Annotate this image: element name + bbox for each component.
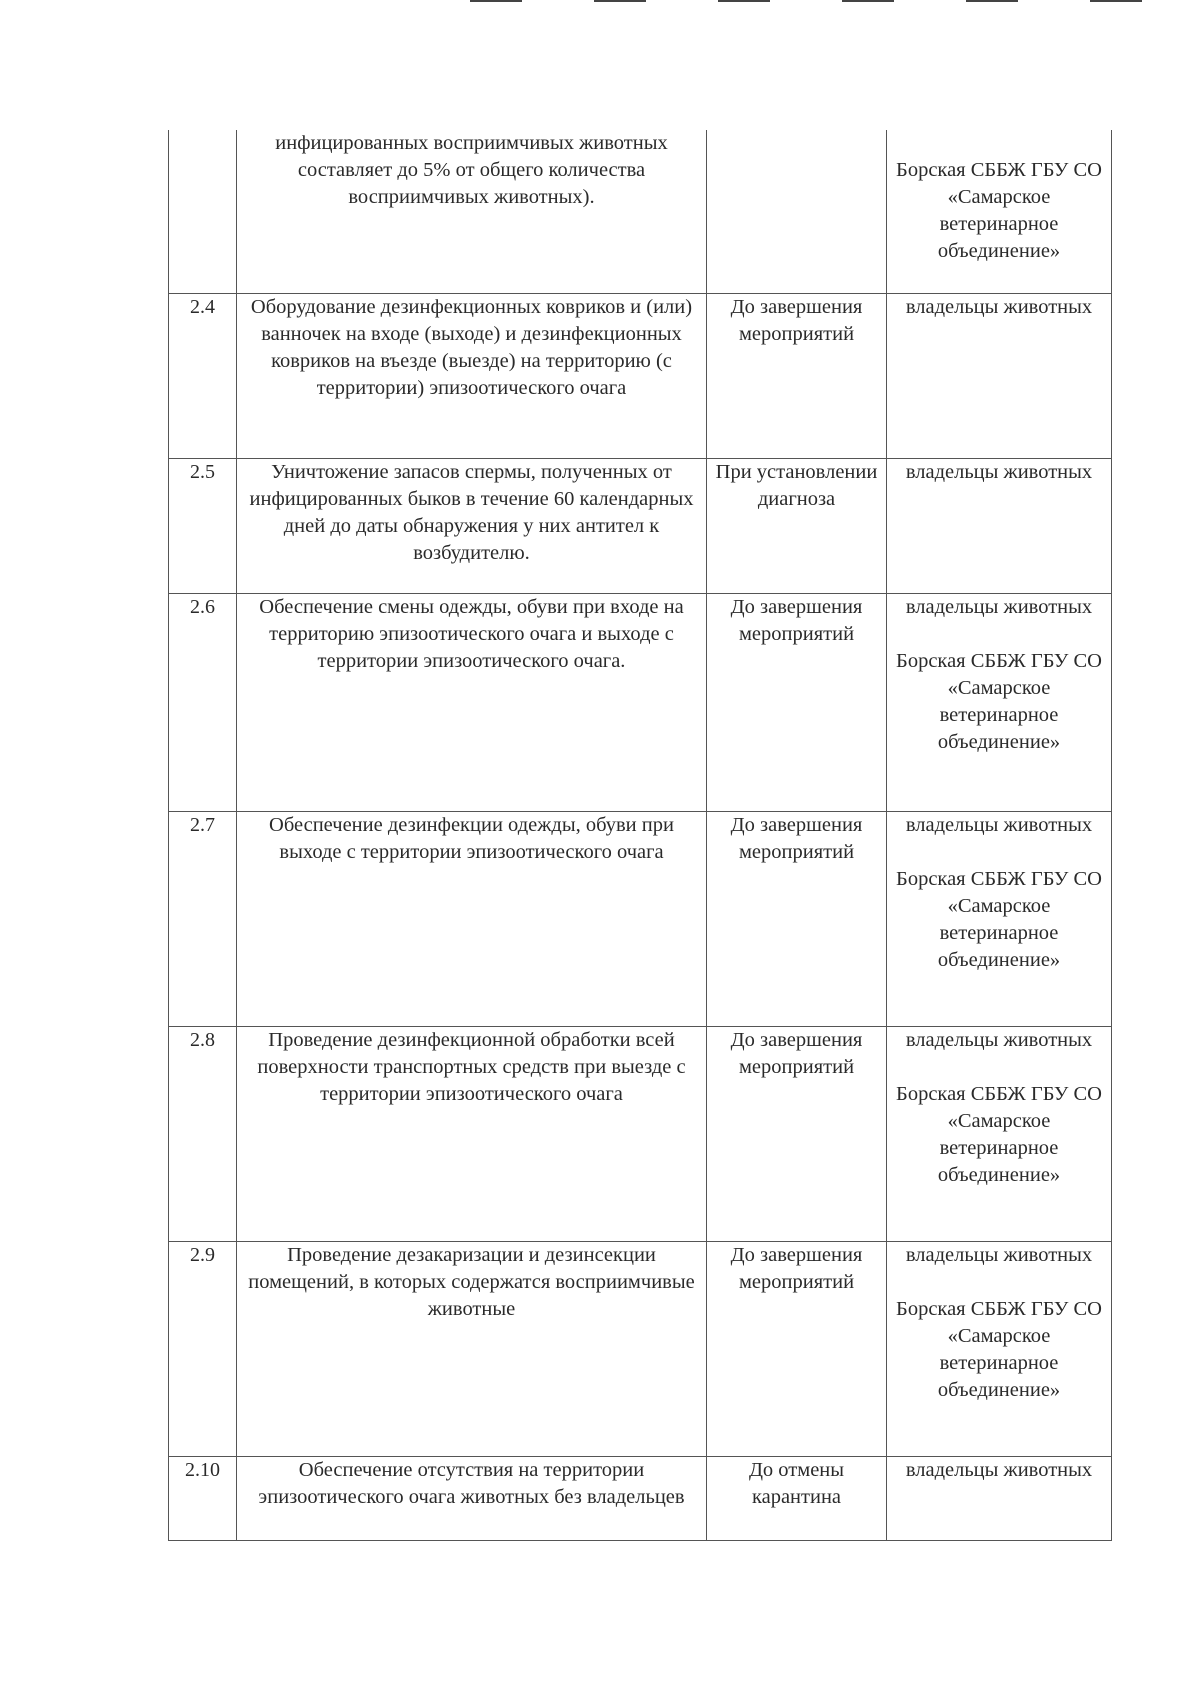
top-margin-mark <box>594 0 646 2</box>
responsible-cell <box>887 293 1112 458</box>
table-row <box>169 593 1112 811</box>
spacer <box>893 1054 1105 1081</box>
deadline-cell: До отмены карантина <box>707 1456 887 1540</box>
activity-cell: Уничтожение запасов спермы, полученных от инфицированных быков в течение 60 календарных дней до даты обнаружения у них антител к возбудителю. <box>237 458 707 593</box>
table-row <box>169 458 1112 593</box>
activity-cell: Проведение дезакаризации и дезинсекции помещений, в которых содержатся восприимчивые животные <box>237 1241 707 1456</box>
deadline-cell: При установлении диагноза <box>707 458 887 593</box>
table-row <box>169 811 1112 1026</box>
top-margin-mark <box>966 0 1018 2</box>
deadline-cell: До завершения мероприятий <box>707 593 887 811</box>
responsible-cell <box>887 593 1112 811</box>
deadline-cell <box>707 130 887 293</box>
row-number: 2.10 <box>169 1456 237 1540</box>
responsible-owners: владельцы животных <box>905 1028 1093 1051</box>
spacer <box>893 130 1105 157</box>
deadline-cell: До завершения мероприятий <box>707 293 887 458</box>
responsible-owners: владельцы животных <box>905 295 1093 318</box>
deadline-cell: До завершения мероприятий <box>707 1241 887 1456</box>
spacer <box>893 621 1105 648</box>
table-row <box>169 130 1112 293</box>
activity-cell: Обеспечение дезинфекции одежды, обуви при выходе с территории эпизоотического очага <box>237 811 707 1026</box>
row-number: 2.6 <box>169 593 237 811</box>
row-number <box>169 130 237 293</box>
deadline-cell: До завершения мероприятий <box>707 811 887 1026</box>
top-margin-mark <box>1090 0 1142 2</box>
activity-cell: Обеспечение смены одежды, обуви при входе на территорию эпизоотического очага и выходе с территории эпизоотического очага. <box>237 593 707 811</box>
top-margin-mark <box>842 0 894 2</box>
row-number: 2.7 <box>169 811 237 1026</box>
table-row <box>169 1026 1112 1241</box>
activity-cell: Проведение дезинфекционной обработки всей поверхности транспортных средств при выезде с территории эпизоотического очага <box>237 1026 707 1241</box>
activity-cell: Оборудование дезинфекционных ковриков и (или) ванночек на входе (выходе) и дезинфекционных ковриков на въезде (выезде) на территорию (с территории) эпизоотического очага <box>237 293 707 458</box>
responsible-owners: владельцы животных <box>905 460 1093 483</box>
responsible-org: Борская СББЖ ГБУ СО «Самарское ветеринарное объединение» <box>896 159 1102 262</box>
row-number: 2.9 <box>169 1241 237 1456</box>
responsible-owners: владельцы животных <box>905 813 1093 836</box>
top-margin-mark <box>470 0 522 2</box>
measures-table <box>168 130 1112 1541</box>
table-row <box>169 293 1112 458</box>
row-number: 2.8 <box>169 1026 237 1241</box>
top-margin-mark <box>718 0 770 2</box>
responsible-cell <box>887 458 1112 593</box>
responsible-owners: владельцы животных <box>905 595 1093 618</box>
deadline-cell: До завершения мероприятий <box>707 1026 887 1241</box>
responsible-cell <box>887 1026 1112 1241</box>
spacer <box>893 839 1105 866</box>
responsible-org: Борская СББЖ ГБУ СО «Самарское ветеринарное объединение» <box>896 867 1102 971</box>
spacer <box>893 1269 1105 1296</box>
responsible-owners: владельцы животных <box>905 1458 1093 1481</box>
row-number: 2.4 <box>169 293 237 458</box>
responsible-cell <box>887 811 1112 1026</box>
responsible-cell <box>887 1456 1112 1540</box>
table-row <box>169 1241 1112 1456</box>
responsible-owners: владельцы животных <box>905 1243 1093 1266</box>
responsible-org: Борская СББЖ ГБУ СО «Самарское ветеринарное объединение» <box>896 649 1102 753</box>
responsible-cell <box>887 1241 1112 1456</box>
responsible-org: Борская СББЖ ГБУ СО «Самарское ветеринарное объединение» <box>896 1297 1102 1401</box>
table-row <box>169 1456 1112 1540</box>
activity-cell: Обеспечение отсутствия на территории эпизоотического очага животных без владельцев <box>237 1456 707 1540</box>
row-number: 2.5 <box>169 458 237 593</box>
responsible-cell <box>887 130 1112 293</box>
activity-cell: инфицированных восприимчивых животных составляет до 5% от общего количества восприимчивых животных). <box>237 130 707 293</box>
responsible-org: Борская СББЖ ГБУ СО «Самарское ветеринарное объединение» <box>896 1082 1102 1186</box>
